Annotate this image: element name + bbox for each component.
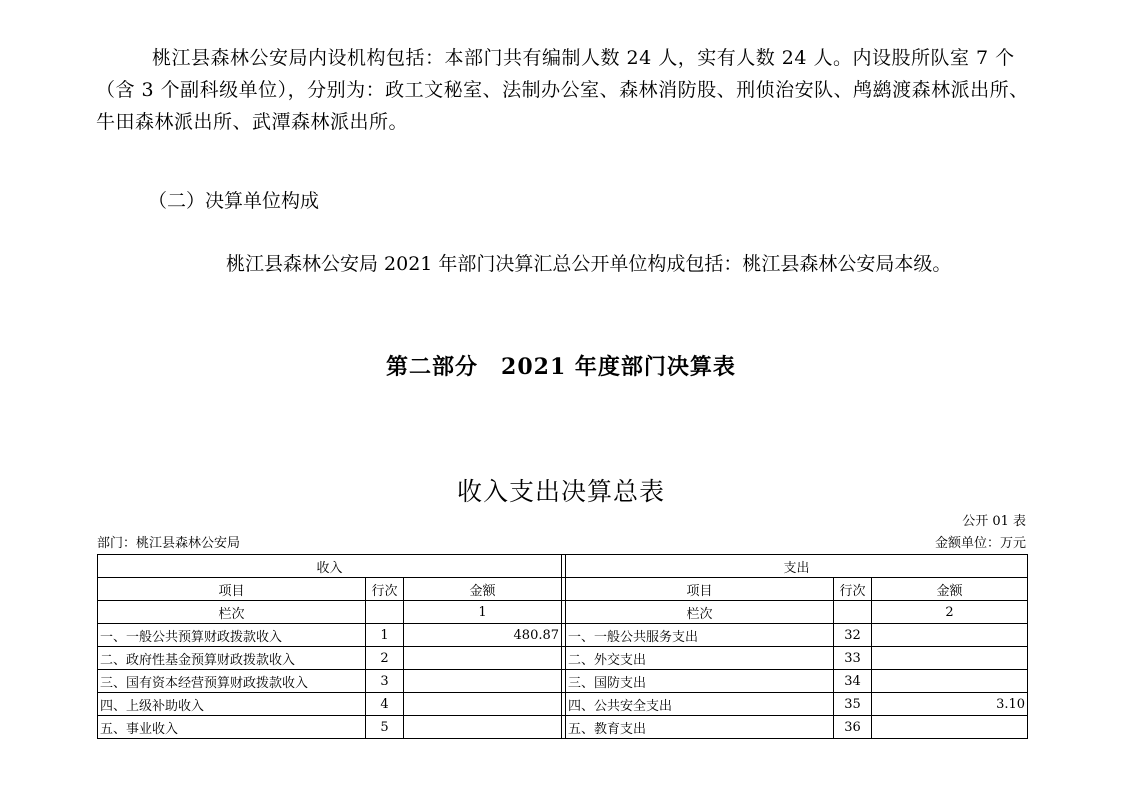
expense-row-number: 36 — [834, 716, 872, 739]
expense-column-order-blank — [834, 601, 872, 624]
table-row — [98, 716, 1028, 739]
intro-paragraph: 桃江县森林公安局内设机构包括：本部门共有编制人数 24 人，实有人数 24 人。内设股所队室 7 个（含 3 个副科级单位），分别为：政工文秘室、法制办公室、森林消防股、刑侦治安队、鸬鹚渡森林派出所、牛田森林派出所、武潭森林派出所。 — [96, 47, 1029, 133]
expense-amount — [872, 624, 1028, 647]
income-row-number: 3 — [366, 670, 404, 693]
income-row-header: 行次 — [366, 578, 404, 601]
income-amount — [404, 670, 562, 693]
section-subheading: （二）决算单位构成 — [148, 190, 320, 212]
expense-item: 二、外交支出 — [566, 647, 834, 670]
expense-row-number: 35 — [834, 693, 872, 716]
income-row-number: 5 — [366, 716, 404, 739]
expense-column-order-label: 栏次 — [566, 601, 834, 624]
income-amount — [404, 716, 562, 739]
expense-item: 一、一般公共服务支出 — [566, 624, 834, 647]
income-item: 一、一般公共预算财政拨款收入 — [98, 624, 366, 647]
expense-column-number: 2 — [872, 601, 1028, 624]
expense-amount — [872, 670, 1028, 693]
table-column-header-row — [98, 578, 1028, 601]
amount-unit-label: 金额单位：万元 — [934, 536, 1026, 551]
expense-header: 支出 — [566, 555, 1028, 578]
expense-amount — [872, 647, 1028, 670]
income-row-number: 2 — [366, 647, 404, 670]
expense-item: 四、公共安全支出 — [566, 693, 834, 716]
expense-row-header: 行次 — [834, 578, 872, 601]
table-row — [98, 670, 1028, 693]
income-amount — [404, 647, 562, 670]
department-label: 部门：桃江县森林公安局 — [97, 536, 241, 551]
income-expense-table — [97, 554, 1028, 739]
expense-row-number: 32 — [834, 624, 872, 647]
table-row — [98, 624, 1028, 647]
expense-item: 五、教育支出 — [566, 716, 834, 739]
expense-row-number: 33 — [834, 647, 872, 670]
income-column-number: 1 — [404, 601, 562, 624]
income-item: 四、上级补助收入 — [98, 693, 366, 716]
table-title: 收入支出决算总表 — [456, 477, 665, 506]
part-title: 第二部分 2021 年度部门决算表 — [386, 354, 736, 380]
expense-amount-header: 金额 — [872, 578, 1028, 601]
income-column-order-blank — [366, 601, 404, 624]
expense-row-number: 34 — [834, 670, 872, 693]
income-amount-header: 金额 — [404, 578, 562, 601]
table-row — [98, 693, 1028, 716]
composition-paragraph: 桃江县森林公安局 2021 年部门决算汇总公开单位构成包括：桃江县森林公安局本级。 — [226, 253, 952, 275]
income-column-order-label: 栏次 — [98, 601, 366, 624]
income-amount — [404, 693, 562, 716]
expense-amount: 3.10 — [872, 693, 1028, 716]
income-item: 二、政府性基金预算财政拨款收入 — [98, 647, 366, 670]
income-amount: 480.87 — [404, 624, 562, 647]
expense-item-header: 项目 — [566, 578, 834, 601]
form-number: 公开 01 表 — [962, 514, 1026, 529]
income-header: 收入 — [98, 555, 562, 578]
expense-item: 三、国防支出 — [566, 670, 834, 693]
expense-amount — [872, 716, 1028, 739]
table-group-header-row — [98, 555, 1028, 578]
income-item: 五、事业收入 — [98, 716, 366, 739]
income-row-number: 4 — [366, 693, 404, 716]
income-row-number: 1 — [366, 624, 404, 647]
income-item-header: 项目 — [98, 578, 366, 601]
table-row — [98, 647, 1028, 670]
income-item: 三、国有资本经营预算财政拨款收入 — [98, 670, 366, 693]
column-order-row — [98, 601, 1028, 624]
